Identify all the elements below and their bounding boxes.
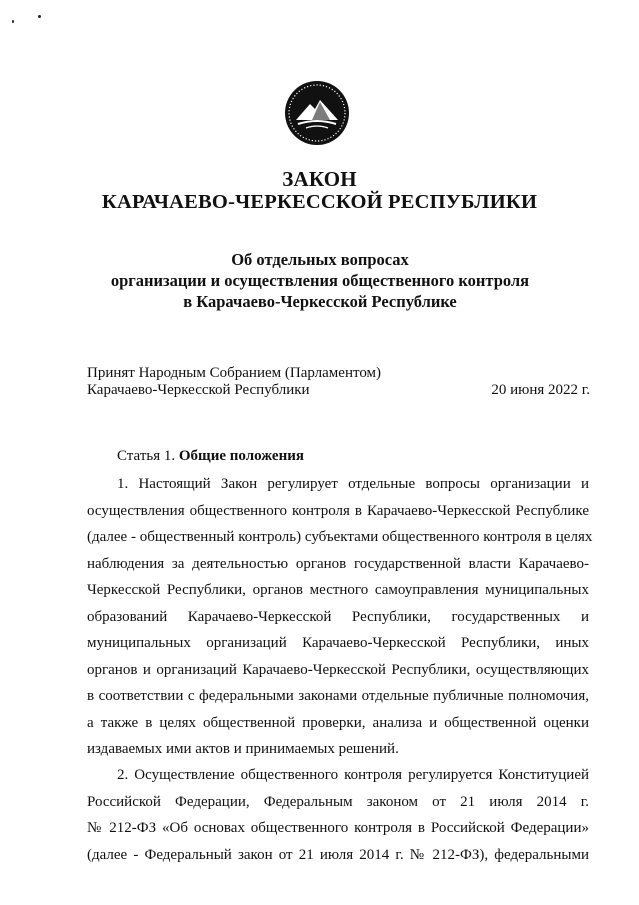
adoption-body-line2: Карачаево-Черкесской Республики — [87, 382, 310, 398]
paragraph-1 — [87, 474, 593, 766]
text-line: издаваемых ими актов и принимаемых решений. — [87, 741, 399, 757]
adoption-body-line1: Принят Народным Собранием (Парламентом) — [87, 365, 382, 381]
text-line: 1. Настоящий Закон регулирует отдельные вопросы организации и — [117, 476, 589, 492]
text-line: осуществления общественного контроля в Карачаево-Черкесской Республике — [87, 502, 589, 519]
paragraph-2 — [87, 765, 589, 871]
article-heading — [117, 446, 304, 466]
article-number: Статья 1. — [117, 448, 176, 464]
law-subject-line2: организации и осуществления общественного контроля — [110, 271, 530, 290]
text-line: № 212-ФЗ «Об основах общественного контроля в Российской Федерации» — [87, 820, 589, 836]
law-subject-line1: Об отдельных вопросах — [231, 250, 409, 269]
text-line: Российской Федерации, Федеральным законом от 21 июля 2014 г. — [87, 793, 589, 810]
text-line: Черкесской Республики, органов местного самоуправления муниципальных — [87, 582, 589, 598]
text-line: а также в целях общественной проверки, анализа и общественной оценки — [87, 714, 589, 731]
scan-speck — [12, 20, 14, 23]
text-line: образований Карачаево-Черкесской Республики, государственных и — [87, 608, 589, 625]
law-title: ЗАКОН — [282, 167, 357, 191]
text-line: муниципальных организаций Карачаево-Черкесской Республики, иных — [87, 635, 589, 651]
law-subject-line3: в Карачаево-Черкесской Республике — [183, 292, 457, 311]
republic-emblem-icon — [284, 80, 350, 146]
text-line: в соответствии с федеральными законами отдельные публичные полномочия, — [87, 688, 589, 704]
adoption-date: 20 июня 2022 г. — [491, 382, 590, 398]
article-title: Общие положения — [178, 448, 304, 464]
text-line: 2. Осуществление общественного контроля регулируется Конституцией — [117, 767, 589, 783]
law-republic-name: КАРАЧАЕВО-ЧЕРКЕССКОЙ РЕСПУБЛИКИ — [101, 191, 538, 213]
text-line: органов и организаций Карачаево-Черкесской Республики, осуществляющих — [87, 661, 589, 678]
text-line: наблюдения за деятельностью органов государственной власти Карачаево- — [87, 555, 589, 572]
text-line: (далее - Федеральный закон от 21 июля 2014 г. № 212-ФЗ), федеральными — [87, 846, 589, 863]
text-line: (далее - общественный контроль) субъектами общественного контроля в целях — [87, 529, 593, 545]
scan-speck — [38, 15, 41, 18]
